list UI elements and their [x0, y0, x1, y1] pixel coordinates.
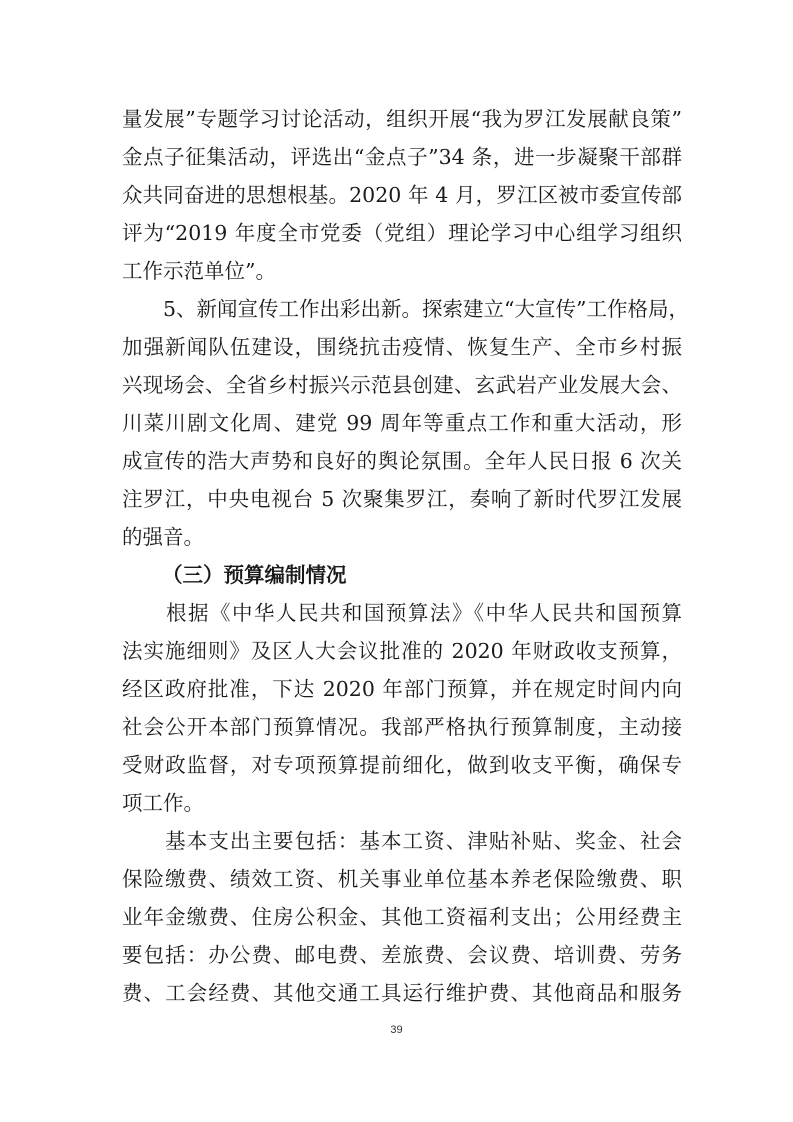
- paragraph-line: 受财政监督，对专项预算提前细化，做到收支平衡，确保专: [122, 753, 682, 777]
- paragraph-line: 川菜川剧文化周、建党 99 周年等重点工作和重大活动，形: [122, 411, 682, 435]
- paragraph-line: 金点子征集活动，评选出“金点子”34 条，进一步凝聚干部群: [122, 145, 682, 169]
- paragraph-line: 根据《中华人民共和国预算法》《中华人民共和国预算: [122, 601, 682, 625]
- paragraph-line: 项工作。: [122, 791, 204, 815]
- paragraph-line: 工作示范单位”。: [122, 259, 276, 283]
- paragraph-line: 保险缴费、绩效工资、机关事业单位基本养老保险缴费、职: [122, 867, 682, 891]
- paragraph-line: 成宣传的浩大声势和良好的舆论氛围。全年人民日报 6 次关: [122, 449, 682, 473]
- paragraph-line: 评为“2019 年度全市党委（党组）理论学习中心组学习组织: [122, 221, 682, 245]
- paragraph-line: 量发展”专题学习讨论活动，组织开展“我为罗江发展献良策”: [122, 107, 682, 131]
- paragraph-line: 5、新闻宣传工作出彩出新。探索建立“大宣传”工作格局，: [122, 297, 690, 321]
- paragraph-line: 要包括：办公费、邮电费、差旅费、会议费、培训费、劳务: [122, 943, 682, 967]
- paragraph-line: 众共同奋进的思想根基。2020 年 4 月，罗江区被市委宣传部: [122, 183, 682, 207]
- paragraph-line: 加强新闻队伍建设，围绕抗击疫情、恢复生产、全市乡村振: [122, 335, 682, 359]
- page-number: 39: [390, 1024, 403, 1036]
- paragraph-line: 经区政府批准，下达 2020 年部门预算，并在规定时间内向: [122, 677, 682, 701]
- paragraph-line: 业年金缴费、住房公积金、其他工资福利支出；公用经费主: [122, 905, 682, 929]
- paragraph-line: 注罗江，中央电视台 5 次聚集罗江，奏响了新时代罗江发展: [122, 487, 682, 511]
- paragraph-line: 的强音。: [122, 525, 204, 549]
- paragraph-line: 兴现场会、全省乡村振兴示范县创建、玄武岩产业发展大会、: [122, 373, 682, 397]
- section-heading: （三）预算编制情况: [162, 563, 347, 587]
- paragraph-line: 法实施细则》及区人大会议批准的 2020 年财政收支预算，: [122, 639, 682, 663]
- paragraph-line: 社会公开本部门预算情况。我部严格执行预算制度，主动接: [122, 715, 682, 739]
- paragraph-line: 基本支出主要包括：基本工资、津贴补贴、奖金、社会: [122, 829, 682, 853]
- paragraph-line: 费、工会经费、其他交通工具运行维护费、其他商品和服务: [122, 981, 682, 1005]
